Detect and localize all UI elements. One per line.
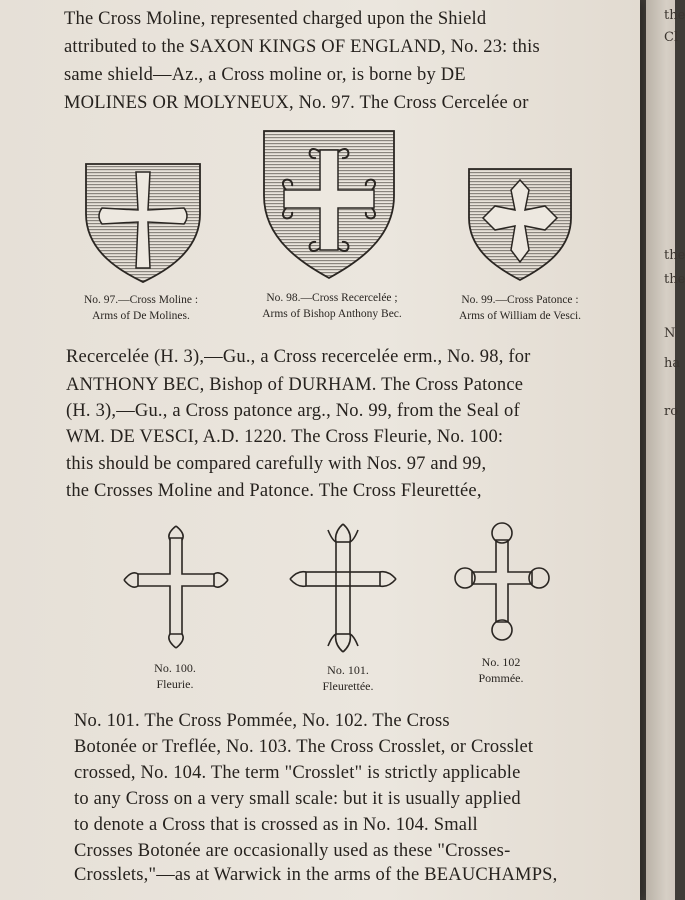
text-line: this should be compared carefully with Nos. 97 and 99, [66,454,487,474]
text-line: No. 101. The Cross Pommée, No. 102. The Cross [74,711,450,731]
text-line: crossed, No. 104. The term "Crosslet" is strictly applicable [74,763,521,783]
figure-caption-101: No. 101. Fleurettée. [322,663,374,693]
figure-caption-99: No. 99.—Cross Patonce : Arms of William de Vesci. [458,294,582,322]
adjacent-page-edge [646,0,685,900]
adjacent-page-fragment: the [664,272,685,287]
text-line: attributed to the SAXON KINGS OF ENGLAND, No. 23: this [64,37,540,57]
text-line: ANTHONY BEC, Bishop of DURHAM. The Cross Patonce [66,375,524,395]
figure-caption-100: No. 100. Fleurie. [154,661,196,691]
cross-fleurie-figure [122,524,230,652]
text-line: to denote a Cross that is crossed as in No. 104. Small [74,815,478,835]
shield-cross-moline-figure [84,160,202,286]
text-line: WM. DE VESCI, A.D. 1220. The Cross Fleurie, No. 100: [66,427,504,447]
adjacent-page-fragment: the [664,248,685,263]
text-line: to any Cross on a very small scale: but it is usually applied [74,789,521,809]
figure-caption-98: No. 98.—Cross Recercelée ; Arms of Bishop Anthony Bec. [262,292,402,320]
text-line: Crosslets,"—as at Warwick in the arms of the BEAUCHAMPS, [74,865,558,885]
text-line: Recercelée (H. 3),—Gu., a Cross recercelée erm., No. 98, for [66,347,531,367]
cross-fleurettee-figure [288,522,398,654]
figure-caption-102: No. 102 Pommée. [478,655,524,685]
text-line: same shield—Az., a Cross moline or, is borne by DE [64,65,466,85]
adjacent-page-fragment: N [664,326,676,341]
adjacent-page-fragment: ha [664,356,681,371]
text-line: The Cross Moline, represented charged upon the Shield [64,9,487,29]
shield-cross-patonce-figure [467,166,573,284]
adjacent-page-fragment: Cl [664,30,679,45]
adjacent-page-fragment: ro [664,404,679,419]
text-line: Botonée or Treflée, No. 103. The Cross Crosslet, or Crosslet [74,737,534,757]
shield-cross-recercelee-figure [262,128,396,282]
text-line: Crosses Botonée are occasionally used as these "Crosses- [74,841,511,861]
cross-pommee-figure [454,520,550,644]
text-line: MOLINES OR MOLYNEUX, No. 97. The Cross Cercelée or [64,93,529,113]
text-line: (H. 3),—Gu., a Cross patonce arg., No. 99, from the Seal of [66,401,520,421]
adjacent-page-fragment: the [664,8,685,23]
text-line: the Crosses Moline and Patonce. The Cross Fleurettée, [66,481,482,501]
figure-caption-97: No. 97.—Cross Moline : Arms of De Molines. [83,294,199,322]
